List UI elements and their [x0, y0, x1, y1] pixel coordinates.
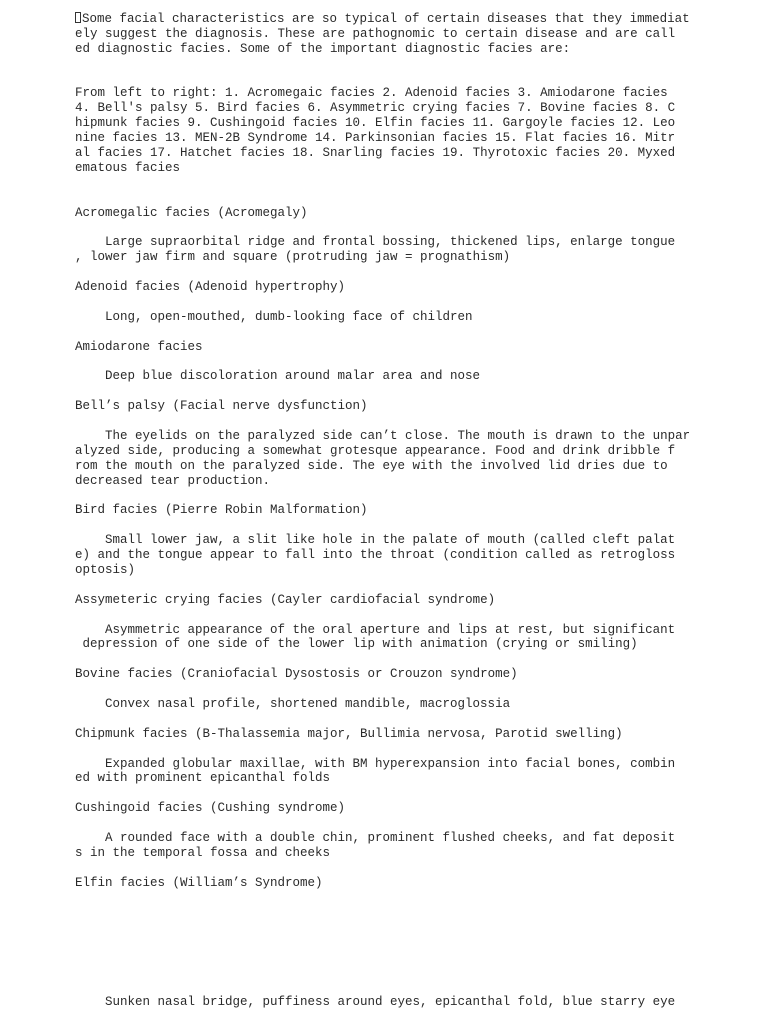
entry-heading: Bovine facies (Craniofacial Dysostosis or Crouzon syndrome) — [75, 667, 518, 682]
intro-paragraph — [75, 12, 695, 57]
description-line: rom the mouth on the paralyzed side. The eye with the involved lid dries due to — [75, 458, 668, 473]
description-line: Convex nasal profile, shortened mandible, macroglossia — [105, 697, 511, 711]
entry-description — [75, 310, 695, 325]
description-line: s in the temporal fossa and cheeks — [75, 845, 331, 860]
entry-description — [75, 429, 695, 489]
entry-description — [75, 757, 695, 787]
description-line: Large supraorbital ridge and frontal bossing, thickened lips, enlarge tongue — [105, 235, 676, 250]
entry-heading: Cushingoid facies (Cushing syndrome) — [75, 801, 346, 816]
intro-line: Some facial characteristics are so typical of certain diseases that they immediat — [75, 12, 695, 27]
entry-heading: Adenoid facies (Adenoid hypertrophy) — [75, 280, 346, 295]
description-line: decreased tear production. — [75, 473, 271, 488]
description-line: A rounded face with a double chin, prominent flushed cheeks, and fat deposit — [105, 831, 676, 846]
entry-heading: Amiodarone facies — [75, 339, 203, 354]
description-line: alyzed side, producing a somewhat grotesque appearance. Food and drink dribble f — [75, 443, 676, 458]
entry-heading: Assymeteric crying facies (Cayler cardiofacial syndrome) — [75, 592, 496, 607]
image-placeholder-space — [75, 891, 695, 995]
entry-heading: Elfin facies (William’s Syndrome) — [75, 875, 323, 890]
entry-heading: Acromegalic facies (Acromegaly) — [75, 205, 308, 220]
entry-description — [75, 831, 695, 861]
description-line: Sunken nasal bridge, puffiness around eyes, epicanthal fold, blue starry eye — [105, 994, 676, 1009]
entry-heading: Bird facies (Pierre Robin Malformation) — [75, 503, 368, 518]
description-line: , lower jaw firm and square (protruding jaw = prognathism) — [75, 250, 511, 265]
entry-description — [75, 235, 695, 265]
caption-line: From left to right: 1. Acromegaic facies 2. Adenoid facies 3. Amiodarone facies — [75, 86, 668, 101]
description-line: ed with prominent epicanthal folds — [75, 771, 331, 786]
caption-line: al facies 17. Hatchet facies 18. Snarling facies 19. Thyrotoxic facies 20. Myxed — [75, 146, 676, 161]
description-line: optosis) — [75, 562, 136, 577]
entry-description — [75, 995, 695, 1010]
description-line: Deep blue discoloration around malar area and nose — [105, 369, 481, 384]
intro-line: ed diagnostic facies. Some of the important diagnostic facies are: — [75, 41, 571, 56]
figure-caption — [75, 86, 695, 175]
entry-description — [75, 533, 695, 578]
caption-line: hipmunk facies 9. Cushingoid facies 10. Elfin facies 11. Gargoyle facies 12. Leo — [75, 116, 676, 131]
description-line: Small lower jaw, a slit like hole in the palate of mouth (called cleft palat — [105, 533, 676, 548]
entry-heading: Chipmunk facies (B-Thalassemia major, Bullimia nervosa, Parotid swelling) — [75, 726, 623, 741]
description-line: The eyelids on the paralyzed side can’t close. The mouth is drawn to the unpar — [105, 428, 691, 443]
caption-line: nine facies 13. MEN-2B Syndrome 14. Parkinsonian facies 15. Flat facies 16. Mitr — [75, 131, 676, 146]
entry-description — [75, 369, 695, 384]
document-page — [75, 12, 695, 1009]
description-line: Expanded globular maxillae, with BM hyperexpansion into facial bones, combin — [105, 756, 676, 771]
intro-line: ely suggest the diagnosis. These are pathognomic to certain disease and are call — [75, 26, 676, 41]
description-line: e) and the tongue appear to fall into the throat (condition called as retrogloss — [75, 548, 676, 563]
description-line: depression of one side of the lower lip with animation (crying or smiling) — [75, 637, 638, 652]
entry-description — [75, 697, 695, 712]
missing-glyph-icon — [75, 12, 81, 23]
entry-heading: Bell’s palsy (Facial nerve dysfunction) — [75, 399, 368, 414]
entry-description — [75, 623, 695, 653]
description-line: Asymmetric appearance of the oral aperture and lips at rest, but significant — [105, 622, 676, 637]
caption-line: 4. Bell's palsy 5. Bird facies 6. Asymmetric crying facies 7. Bovine facies 8. C — [75, 101, 676, 116]
caption-line: ematous facies — [75, 160, 181, 175]
description-line: Long, open-mouthed, dumb-looking face of children — [105, 309, 473, 324]
